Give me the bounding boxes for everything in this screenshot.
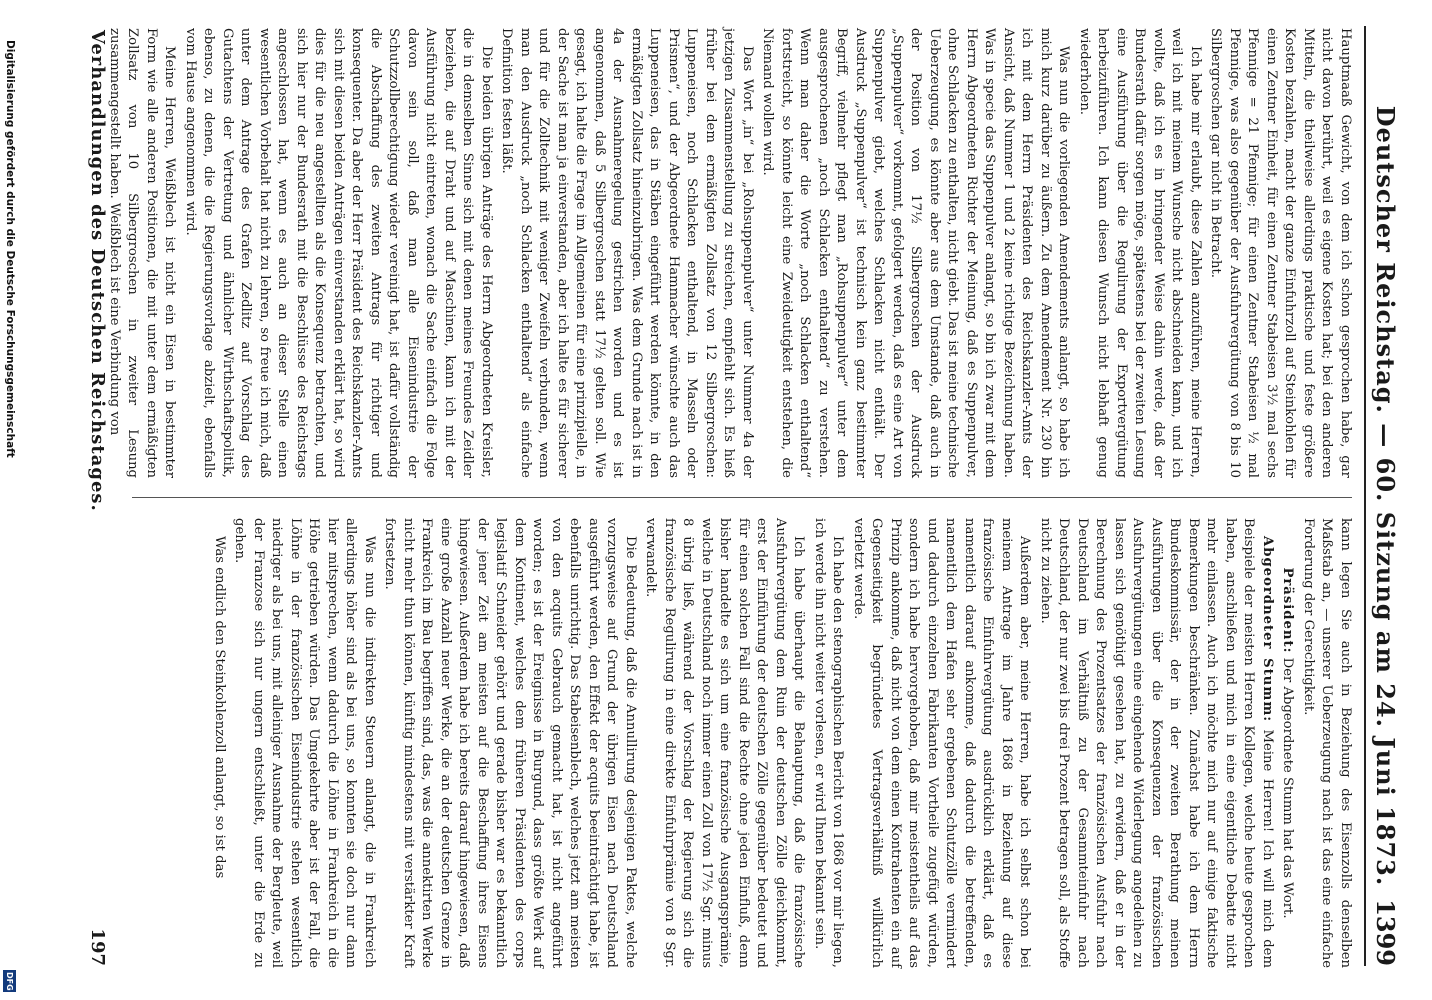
speech-paragraph [1036, 518, 1277, 968]
paragraph: Hauptmaaß Gewicht, von dem ich schon gesprochen habe, gar nicht davon berührt, weil es eigene Kosten hat; bei den anderen Mitteln, die theilweise allerdings praktische und feste größere Kosten bezahlen, macht der ganze Einfuhrzoll auf Steinkohlen für einen Zentner Einheit, für einen Zentner Stabeisen 3½ mal sechs Pfennige = 21 Pfennige; für einen Zentner Stabeisen ½ mal Pfennige, was also gegenüber der Ausfuhrvergütung von 8 bis 10 Silbergroschen gar nicht in Betracht. [1208, 28, 1353, 478]
digitization-note [2, 40, 18, 990]
page-number: 1399 [1371, 899, 1400, 966]
paragraph: Die Bedeutung, daß die Annullirung desjenigen Paktes, welche vorzugsweise auf Grund der übrigen Eisen nach Deutschland ausgeführt werden, den Effekt der acquits beeinträchtigt habe, ist ebenfalls unrichtig. Das Stabeisenblech, welches jetzt am meisten von den acquits Gebrauch gemacht hat, ist nicht angeführt worden; es ist der Ereignisse in Burgund, dass größte Werk auf dem Kontinent, welches dem früheren Präsidenten des corps legislatif Schneider gehört und gerade bisher war es bekanntlich der jener Zeit am meisten auf die Beschaffung ihres Eisens hingewiesen. Außerdem habe ich bereits darauf hingewiesen, daß eine große Anzahl neuer Werke, die an der deutschen Grenze in Frankreich im Bau begriffen sind, das, was die annektirten Werke nicht mehr thun können, künftig mindestens mit verstärkter Kraft fortsetzen. [382, 518, 638, 968]
paragraph: Meine Herren, Weißblech ist nicht ein Eisen in bestimmter Form wie alle anderen Positionen, die mit unter dem ermäßigten Zollsatz von 10 Silbergroschen in zweiter Lesung zusammengestellt haben. Weißblech ist eine Verbindung von [107, 28, 178, 478]
paragraph: Ich habe überhaupt die Behauptung, daß die französische Ausfuhrvergütung dem Ruin der deutschen Zölle gleichkommt, erst der Einführung der deutschen Zölle gegenüber bedeutet und für einen solchen Fall sind die Rechte ohne jeden Einfluß, denn bisher handelte es sich um eine französische Ausgangsprämie, welche in Deutschland noch immer einen Zoll von 17½ Sgr. minus 8 übrig ließ, während der Vorschlag der Regierung sich die französische Regulirung in eine direkte Einfuhrprämie von 8 Sgr. verwandelt. [643, 518, 807, 968]
column-rule [132, 497, 1352, 498]
header-rule [1364, 26, 1366, 966]
page-header [1362, 26, 1402, 966]
paragraph: kann legen Sie auch in Beziehung des Eisenzolls denselben Maßstab an, — unserer Ueberzeugung nach ist das eine einfache Forderung der Gerechtigkeit. [1301, 518, 1353, 968]
paragraph: Was nun die vorliegenden Amendements anlangt, so habe ich mich kurz darüber zu äußern. Zu dem Amendement Nr. 230 bin ich mit dem Herrn Präsidenten des Reichskanzler-Amts der Ansicht, daß Nummer 1 und 2 keine richtige Bezeichnung haben. Was in specie das Suppenpulver anlangt, so bin ich zwar mit dem Herrn Abgeordneten Richter der Meinung, daß es Suppenpulver, ohne Schlacken zu enthalten, nicht giebt. Das ist meine technische Ueberzeugung, es könnte aber aus dem Umstande, daß auch in der Position von 17½ Silbergroschen der Ausdruck „Suppenpulver“ vorkommt, gefolgert werden, daß es eine Art von Suppenpulver giebt, welches Schlacken nicht enthält. Der Ausdruck „Suppenpulver“ ist technisch kein ganz bestimmter Begriff, vielmehr pflegt man „Rohsuppenpulver“ unter dem ausgesprochenen „noch Schlacken enthaltend“ zu verstehen. Wenn man daher die Worte „noch Schlacken enthaltend“ fortstreicht, so könnte leicht eine Zweideutigkeit entstehen, die Niemand wollen wird. [760, 28, 1072, 478]
speaker-label: Präsident: [1280, 567, 1296, 654]
paragraph: Ich habe mir erlaubt, diese Zahlen anzuführen, meine Herren, weil ich mit meinem Wunsche nicht abschneiden kann, und ich wollte, daß ich es in bringender Weise dahin werde, daß der Bundesrath dafür sorgen möge, spätestens bei der zweiten Lesung eine Ausführung über die Regulirung der Exportvergütung herbeizuführen. Ich kann diesen Wunsch nicht lebhaft genug wiederholen. [1077, 28, 1203, 478]
speech-text: Meine Herren! Ich will mich dem Beispiele der meisten Herren Kollegen, welche heute gesprochen haben, anschließen und mich in eine eigentliche Debatte nicht mehr einlassen. Auch ich möchte mich nur auf einige faktische Bemerkungen beschränken. Zunächst habe ich dem Herrn Bundeskommissär, der in der zweiten Berathung meinen Ausführungen über die Konsequenzen der französischen Ausfuhrvergütungen eine eingehende Widerlegung angedeihen zu lassen sich genöthigt gesehen hat, zu erwidern, daß er in der Berechnung des Prozentsatzes der französischen Ausfuhr nach Deutschland im Verhältniß zu der Gesammteinfuhr nach Deutschland, der nur zwei bis drei Prozent betragen soll, als Stoffe nicht zu ziehen. [1038, 518, 1275, 968]
footer-publication: Verhandlungen des Deutschen Reichstages. [87, 30, 108, 512]
speaker-label: Abgeordneter Stumm: [1260, 536, 1275, 723]
president-line [1278, 518, 1297, 968]
paragraph: Was nun die indirekten Steuern anlangt, die in Frankreich allerdings höher sind als bei uns, so konnten sie doch nur dann hier mitsprechen, wenn dadurch die Löhne in Frankreich in die Höhe getrieben würden. Das Umgekehrte aber ist der Fall, die Löhne in der französischen Eisenindustrie stehen wesentlich niedriger als bei uns, mit alleiniger Ausnahme der Bergleute, weil der Franzose sich nur ungern entschließt, unter die Erde zu gehen. [232, 518, 377, 968]
paragraph: Ich habe den stenographischen Bericht von 1868 vor mir liegen, ich werde ihn nicht weiter vorlesen, er wird Ihnen bekannt sein. [812, 518, 846, 968]
left-column [107, 28, 1354, 478]
right-column [124, 518, 1354, 968]
paragraph: Außerdem aber, meine Herren, habe ich selbst schon bei meinem Antrage im Jahre 1868 in Beziehung auf diese französische Einfuhrvergütung ausdrücklich erklärt, daß es namentlich darauf ankomme, daß dadurch die betreffenden, namentlich dem Hafen sehr ergebenen Schutzzölle vermindert und dadurch einzelnen Fabrikanten Vortheile zugefügt würden, sondern ich habe hervorgehoben, daß mir meistentheils auf das Prinzip ankomme, daß nicht von dem einen Kontrahenten ein auf Gegenseitigkeit begründetes Vertragsverhältniß willkürlich verletzt werde. [851, 518, 1033, 968]
paragraph: Die beiden übrigen Anträge des Herrn Abgeordneten Kreisler, die in demselben Sinne sich mit denen meines Freundes Zeidler beziehen, die auf Draht und auf Maschinen, kann ich mit der Ausführung nicht eintreten, wonach die Sache einfach die Folge davon sein soll, daß man alle Eisenindustrie der Schutzzollberechtigung wieder vereinigt hat, ist dafür vollständig die Abschaffung des zweiten Antrags für richtiger und konsequenter. Da aber der Herr Präsident des Reichskanzler-Amts sich mit diesen beiden Anträgen einverstanden erklärt hat, so wird dies für die neu angestellten als die Konsequenz betrachten, und sich hier nur der Bundesrath mit die Beschlüsse des Reichstags angeschlossen hat, wenn es auch an dieser Stelle einen wesentlichen Vorbehalt hat nicht zu lehren, so freue ich mich, daß unter dem Antrage des Grafen Zedlitz auf Vorschlag des Gutachtens der Vertretung und ähnlicher Wirthschaftspolitik, ebenso, zu denen, die die Regierungsvorlage abzielt, ebenfalls vom Hause angenommen wird. [183, 28, 494, 478]
digitization-text: Digitalisierung gefördert durch die Deutsche Forschungsgemeinschaft [4, 40, 16, 458]
dfg-logo-icon: DFG [5, 971, 14, 991]
footer-sheet-number: 197 [87, 928, 108, 966]
paragraph: Was endlich den Steinkohlenzoll anlangt, so ist das [212, 536, 227, 879]
speaker-text: Der Abgeordnete Stumm hat das Wort. [1280, 657, 1296, 919]
paragraph: Das Wort „in“ bei „Rohsuppenpulver“ unter Nummer 4a der jetzigen Zusammenstellung zu streichen, empfiehlt sich. Es hieß früher bei dem ermäßigten Zollsatz von 12 Silbergroschen: Luppeneisen, noch Schlacken enthaltend, in Masseln oder Prismen“, und der Abgeordnete Hammacher wünschte auch das Luppeneisen, das in Stäben eingeführt werden könnte, in den ermäßigten Zollsatz hineinzubringen. Was dem Grunde nach ist in 4a der Ausnahmeregelung gestrichen worden und es ist angenommen, daß 5 Silbergroschen statt 17½ gelten soll. Wie gesagt, ich halte die Frage im Allgemeinen für eine prinzipielle, in der Sache ist man ja einverstanden, aber ich halte es für sicherer und für die Zolltechnik mit weniger Zweifeln verbunden, wenn man den Ausdruck „noch Schlacken enthaltend“ als einfache Definition festen läßt. [499, 28, 755, 478]
page-title: Deutscher Reichstag. — 60. Sitzung am 24. Juni 1873. [1371, 105, 1400, 887]
